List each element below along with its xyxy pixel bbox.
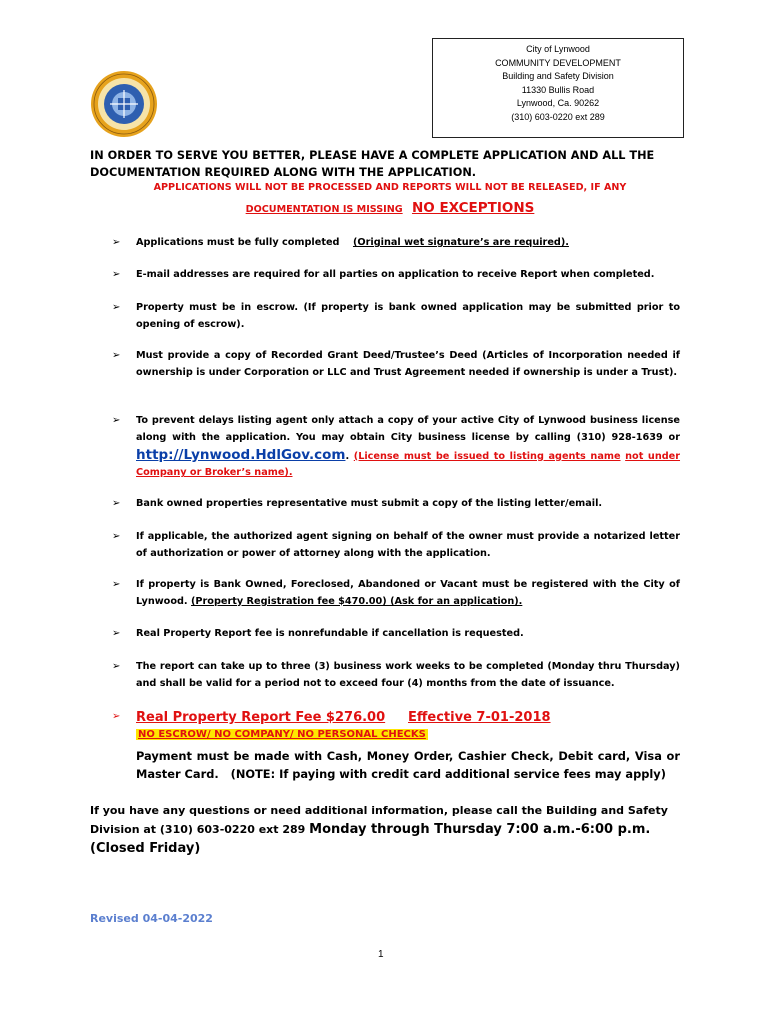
- item-text: If property is Bank Owned, Foreclosed, Abandoned or Vacant must be registered with the City of Lynwood.: [136, 579, 680, 607]
- warning-text: DOCUMENTATION IS MISSING: [245, 204, 403, 215]
- item-text: Must provide a copy of Recorded Grant Deed/Trustee’s Deed (Articles of Incorporation needed if ownership is under Corporation or LLC and Trust Agreement needed if ownership is under a Trust).: [136, 350, 680, 378]
- license-note-2: not under Company or Broker’s name).: [136, 450, 681, 479]
- page-number: 1: [378, 949, 384, 960]
- document-page: City of Lynwood COMMUNITY DEVELOPMENT Building and Safety Division 11330 Bullis Road Lynwood, Ca. 90262 (310) 603-0220 ext 289 IN ORDER TO SERVE YOU BETTER, PLEASE HAVE A COMPLETE APPLICATION AND ALL THE DOCUMENTATION REQUIRED ALONG WITH THE APPLICATION. APPLICATIONS WILL NOT BE PROCESSED AND REPORTS WILL NOT BE RELEASED, IF ANY DOCUMENTATION IS MISSING NO EXCEPTIONS ➢ Applications must be fully completed (Original wet signature’s are required). ➢ E-mail addresses are required for all parties on application to receive Report when completed. ➢ Property must be in escrow. (If property is bank owned application may be submitted prior to opening of escrow). ➢ Must provide a copy of Recorded Grant Deed/Trustee’s Deed (Articles of Incorporation needed if ownership is under Corporation or LLC and Trust Agreement needed if ownership is under a Trust). ➢ To prevent delays listing agent only attach a copy of your active City of Lynwood business license along with the application. You may obtain City business license by calling (310) 928-1639 or http://Lynwood.HdlGov.com. (License must be issued to listing agents name not under Company or Broker’s name). ➢ Bank owned properties representative must submit a copy of the listing letter/email. ➢ If applicable, the authorized agent signing on behalf of the owner must provide a notarized letter of authorization or power of attorney along with the application. ➢ If property is Bank Owned, Foreclosed, Abandoned or Vacant must be registered with the City of Lynwood. (Property Registration fee $470.00) (Ask for an application). ➢ Real Property Report fee is nonrefundable if cancellation is requested. ➢ The report can take up to three (3) business work weeks to be completed (Monday thru Thursday) and shall be valid for a period not to exceed four (4) months from the date of issuance. ➢ Real Property Report Fee $276.00 Effective 7-01-2018 NO ESCROW/ NO COMPANY/ NO PERSONAL CHECKS Payment must be made with Cash, Money Order, Cashier Check, Debit card, Visa or Master Card. (NOTE: If paying with credit card additional service fees may apply) If you have any questions or need additional information, please call the Building and Safety Division at (310) 603-0220 ext 289 Monday through Thursday 7:00 a.m.-6:00 p.m. (Closed Friday) Revised 04-04-2022 1: [0, 0, 770, 1024]
- credit-card-note: (NOTE: If paying with credit card additional service fees may apply): [230, 767, 666, 781]
- bullet-arrow-icon: ➢: [112, 350, 121, 361]
- registration-fee-note: (Property Registration fee $470.00) (Ask for an application).: [190, 595, 523, 607]
- bullet-arrow-icon: ➢: [112, 531, 121, 542]
- address-line: Building and Safety Division: [502, 71, 614, 82]
- bullet-arrow-icon: ➢: [112, 661, 121, 672]
- address-line: COMMUNITY DEVELOPMENT: [495, 57, 621, 68]
- bullet-arrow-icon: ➢: [112, 579, 121, 590]
- item-text: Property must be in escrow. (If property is bank owned application may be submitted prior to opening of escrow).: [136, 302, 680, 330]
- item-text: To prevent delays listing agent only attach a copy of your active City of Lynwood business license along with the application. You may obtain City business license by calling (310) 928-1639 or: [136, 415, 680, 443]
- address-line: City of Lynwood: [526, 44, 590, 54]
- license-note: (License must be issued to listing agents name: [353, 450, 621, 462]
- item-text: If applicable, the authorized agent signing on behalf of the owner must provide a notarized letter of authorization or power of attorney along with the application.: [136, 531, 680, 559]
- intro-heading: IN ORDER TO SERVE YOU BETTER, PLEASE HAVE A COMPLETE APPLICATION AND ALL THE DOCUMENTATION REQUIRED ALONG WITH THE APPLICATION.: [90, 149, 655, 179]
- business-license-link[interactable]: http://Lynwood.HdlGov.com: [136, 446, 346, 463]
- item-text: E-mail addresses are required for all parties on application to receive Report when completed.: [136, 269, 655, 280]
- contact-paragraph: [90, 801, 690, 858]
- address-line: (310) 603-0220 ext 289: [511, 111, 605, 122]
- bullet-arrow-icon: ➢: [112, 269, 121, 280]
- revised-date: Revised 04-04-2022: [90, 912, 213, 925]
- bullet-arrow-icon: ➢: [112, 498, 121, 509]
- bullet-arrow-icon: ➢: [112, 628, 121, 639]
- payment-text: Payment must be made with Cash, Money Order, Cashier Check, Debit card, Visa or Master Card.: [136, 749, 680, 781]
- no-exceptions-text: NO EXCEPTIONS: [411, 200, 535, 216]
- contact-text: If you have any questions or need additional information, please call the Building and Safety Division at (310) 603-0220 ext 289: [90, 804, 668, 836]
- item-text: Applications must be fully completed: [136, 237, 340, 248]
- warning-line-1: APPLICATIONS WILL NOT BE PROCESSED AND REPORTS WILL NOT BE RELEASED, IF ANY: [153, 182, 627, 193]
- address-box: [432, 38, 684, 138]
- bullet-arrow-icon: ➢: [112, 302, 121, 313]
- report-fee-text: Real Property Report Fee $276.00: [136, 710, 386, 725]
- item-text: Bank owned properties representative must submit a copy of the listing letter/email.: [136, 498, 603, 509]
- address-line: Lynwood, Ca. 90262: [516, 98, 600, 109]
- warning-line-2: [90, 200, 690, 216]
- payment-methods: [136, 747, 680, 783]
- office-hours: Monday through Thursday 7:00 a.m.-6:00 p.m. (Closed Friday): [90, 822, 651, 856]
- item-text: Real Property Report fee is nonrefundable if cancellation is requested.: [136, 628, 524, 639]
- bullet-arrow-icon: ➢: [112, 237, 121, 248]
- bullet-arrow-icon: ➢: [112, 415, 121, 426]
- city-seal-logo: [90, 70, 158, 138]
- item-note: (Original wet signature’s are required).: [352, 237, 569, 248]
- item-text: The report can take up to three (3) business work weeks to be completed (Monday thru Thursday) and shall be valid for a period not to exceed four (4) months from the date of issuance.: [136, 661, 680, 689]
- bullet-arrow-icon: ➢: [112, 711, 121, 722]
- address-line: 11330 Bullis Road: [521, 84, 595, 95]
- effective-date-text: Effective 7-01-2018: [408, 710, 551, 725]
- no-escrow-highlight: NO ESCROW/ NO COMPANY/ NO PERSONAL CHECKS: [138, 729, 426, 740]
